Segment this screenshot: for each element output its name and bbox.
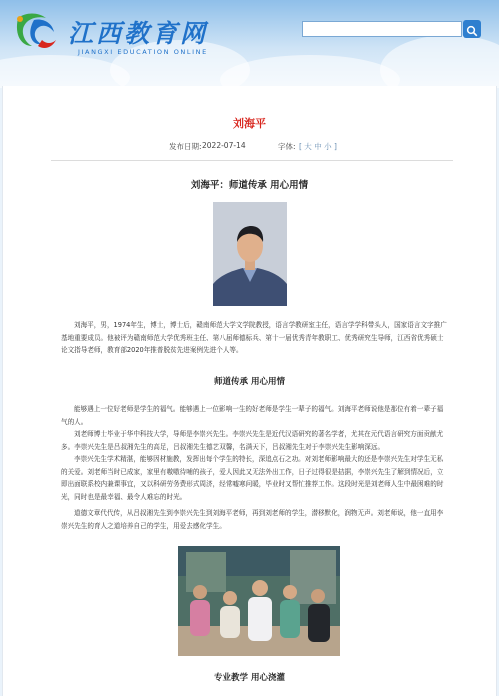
section1-paragraph-2: 刘老师博士毕业于华中科技大学，导师是李崇兴先生。李崇兴先生是近代汉语研究的著名学者，尤其在元代语言研究方面贡献尤多。李崇兴先生是吕叔湘先生的高足，吕叔湘先生德艺双馨，名满天下，吕叔湘先生对于李崇兴先生影响深远。 [61, 430, 444, 451]
publish-date: 2022-07-14 [202, 141, 246, 150]
section1-paragraph-1: 能够遇上一位好老师是学生的福气。能够遇上一位影响一生的好老师是学生一辈子的福气。刘海平老师说他是那位有着一辈子福气的人。 [61, 405, 444, 426]
group-image [178, 546, 340, 656]
site-header [0, 0, 499, 88]
logo-title: 江西教育网 [68, 19, 209, 48]
divider [51, 160, 453, 161]
search-icon [466, 25, 478, 37]
logo-mark-icon [12, 10, 58, 52]
group-photo [178, 546, 340, 656]
search-button[interactable] [463, 20, 481, 38]
logo-subtitle: JIANGXI EDUCATION ONLINE [78, 48, 208, 56]
article-meta [3, 141, 496, 153]
search-input[interactable] [302, 21, 462, 37]
portrait-image [213, 202, 287, 306]
site-logo[interactable] [12, 10, 209, 56]
section-title-2: 专业教学 用心浇灌 [214, 673, 285, 683]
font-size-label: 字体: [278, 142, 296, 151]
page-title: 刘海平 [233, 117, 266, 130]
intro-paragraph: 刘海平，男，1974年生，博士，博士后，赣南师范大学文学院教授，语言学教研室主任，语言学学科带头人，国家语言文字推广基地重要成员。他被评为赣南师范大学优秀班主任、第八届师德标兵、第十一届优秀青年教职工、优秀研究生导师，江西省优秀硕士论文指导老师，教育部2020年推普脱贫先进案例先进个人等。 [61, 321, 447, 354]
portrait-photo [213, 202, 287, 306]
article-headline: 刘海平：师道传承 用心用情 [190, 180, 309, 191]
date-label: 发布日期: [169, 142, 202, 151]
font-size-options[interactable]: [ 大 中 小 ] [299, 142, 337, 151]
section-title-1: 师道传承 用心用情 [214, 377, 285, 387]
article-panel [2, 86, 497, 696]
section1-paragraph-3: 李崇兴先生学术精湛，能够因材施教，发挥出每个学生的特长，深追点石之功。对刘老师影响最大的还是李崇兴先生对学生无私的关爱。刘老师当时已成家，家里有嗷嗷待哺的孩子，爱人因此又无法外出工作，日子过得很是拮据，李崇兴先生了解到情况后，立即出面联系校内兼课事宜，又以科研劳务费形式周济，经常嘘寒问暖，毕业时又帮忙推荐工作。这段时光是刘老师人生中最困难的时光，同时也是最幸福、最令人难忘的时光。 [61, 455, 444, 501]
section1-paragraph-4: 道德文章代代传，从吕叔湘先生到李崇兴先生到刘海平老师，再到刘老师的学生，潜移默化，润物无声。刘老师说，他一直用李崇兴先生的育人之道培养自己的学生，用爱去感化学生。 [61, 509, 444, 530]
